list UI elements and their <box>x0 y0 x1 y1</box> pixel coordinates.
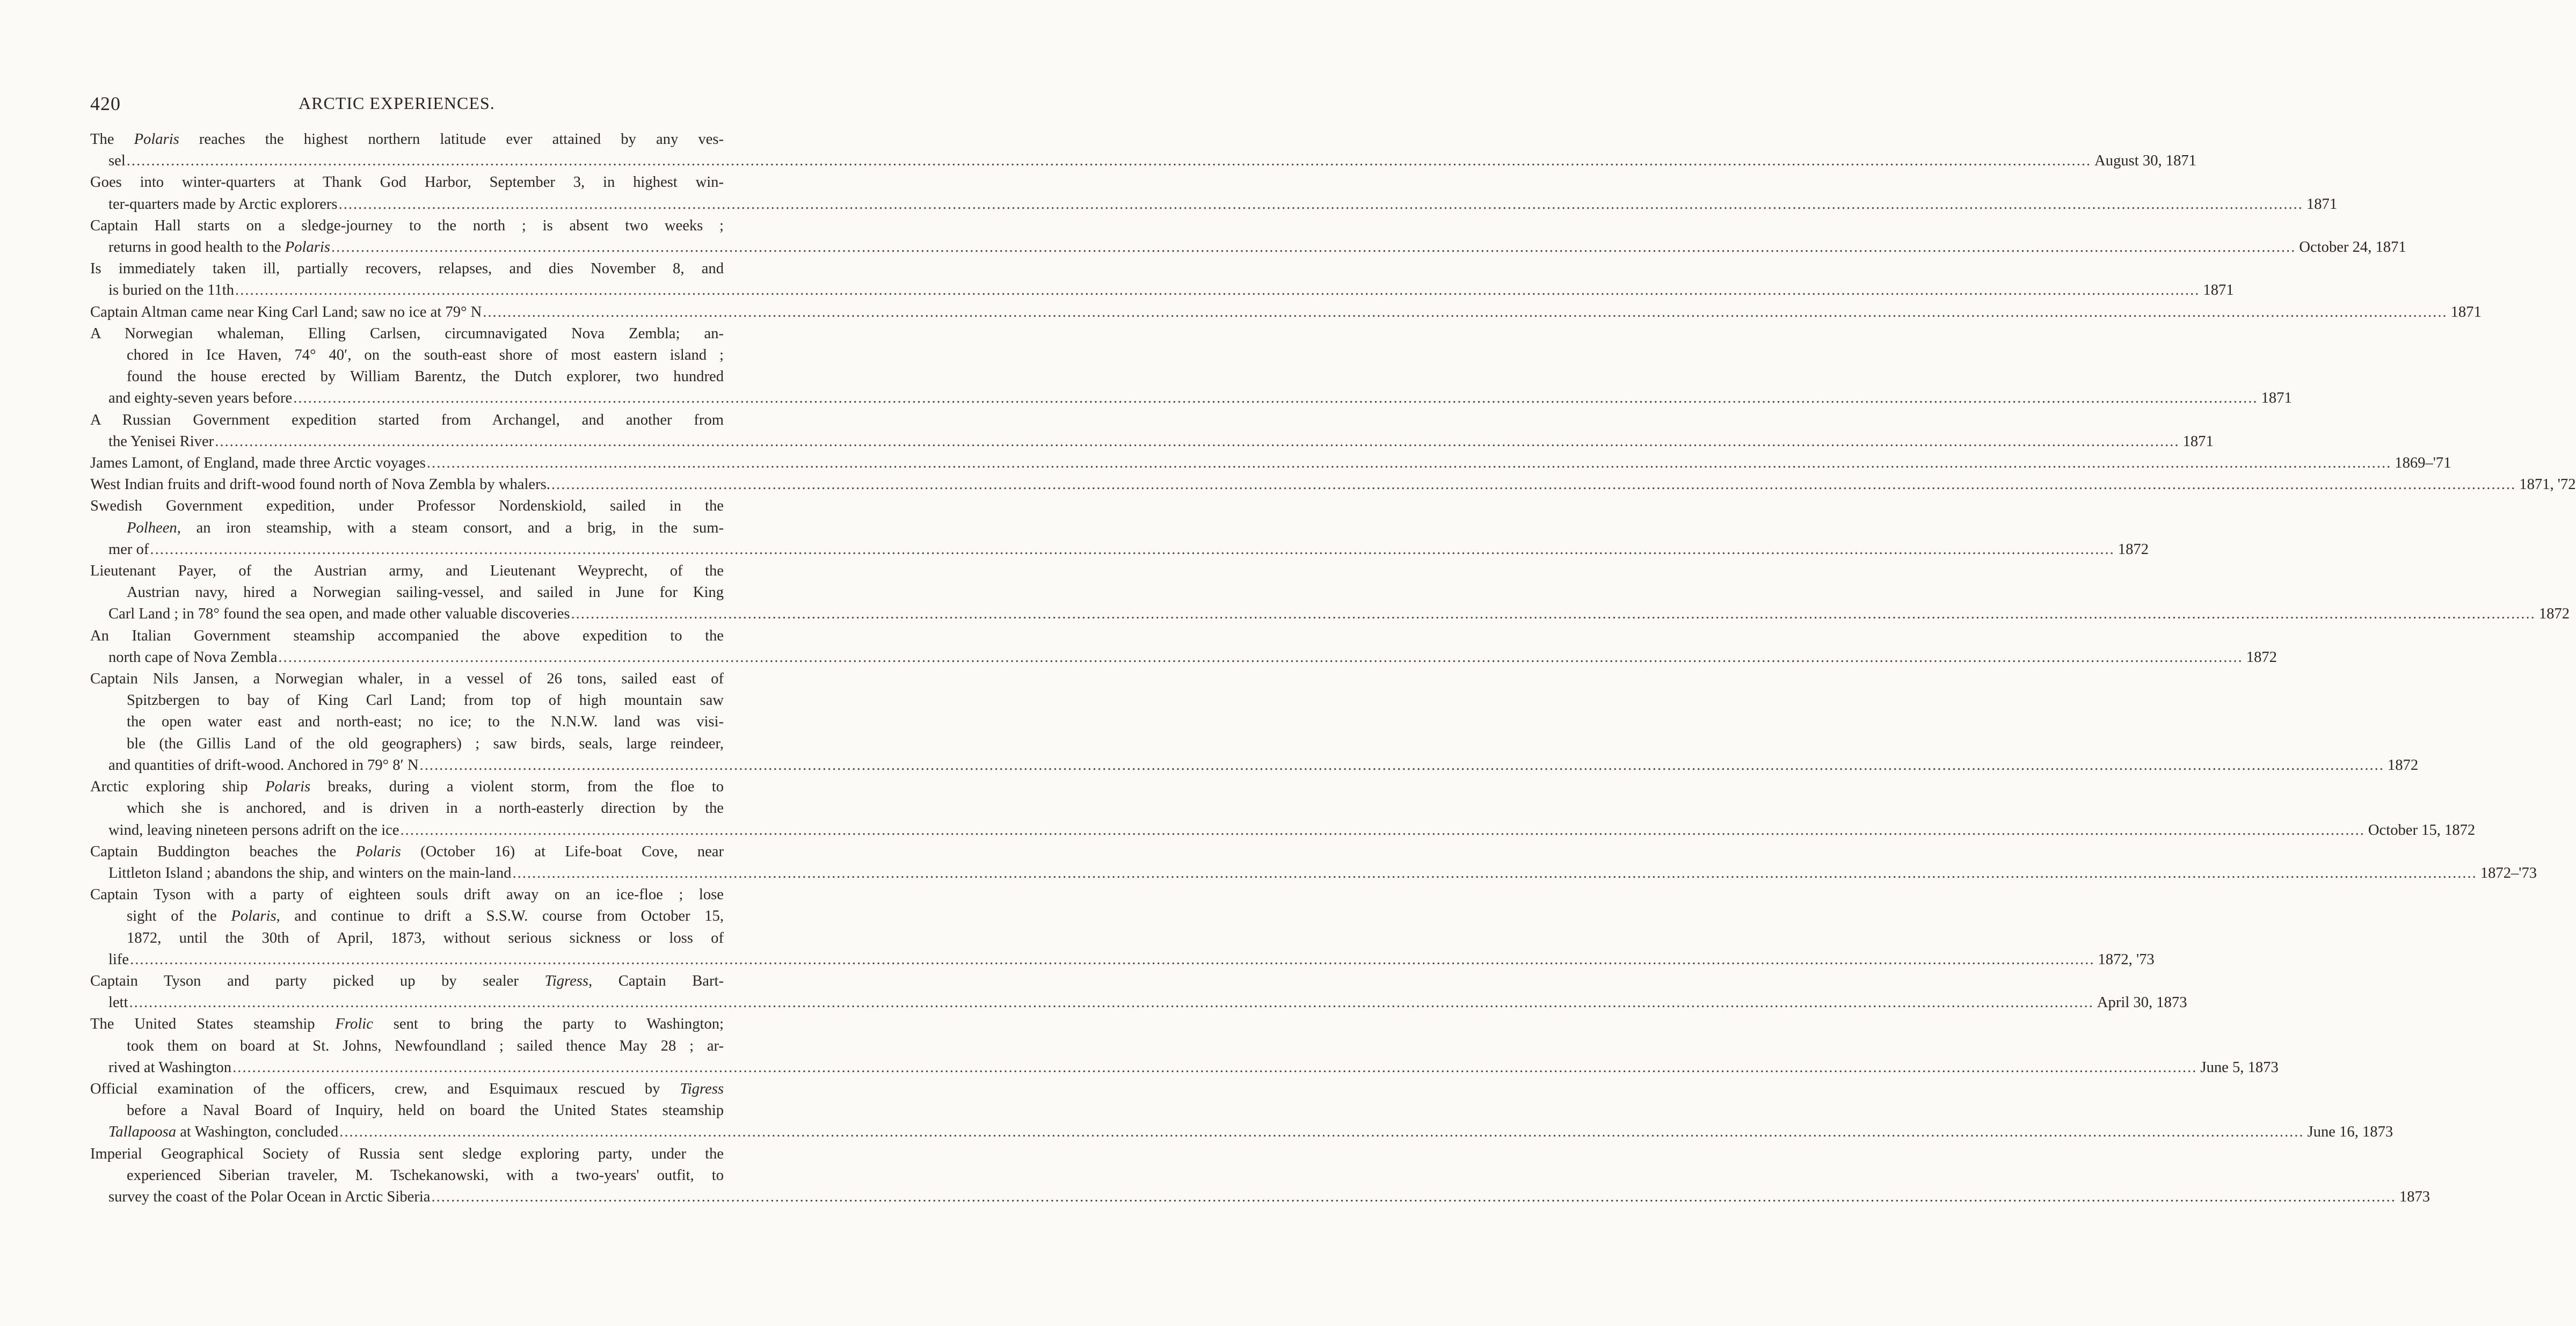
entry-final-line <box>108 150 2196 172</box>
dot-leader: ................................................................................................................................................................................................................................................................................................................................................................................................................ <box>130 951 2095 968</box>
entry-text: Tallapoosa at Washington, concluded <box>108 1124 339 1141</box>
entry-date: October 24, 1871 <box>2299 239 2406 256</box>
dot-leader: ................................................................................................................................................................................................................................................................................................................................................................................................................ <box>426 455 2392 472</box>
entry-text-line: found the house erected by William Barentz, the Dutch explorer, two hundred <box>127 368 724 385</box>
entry-text-line: Arctic exploring ship Polaris breaks, during a violent storm, from the floe to <box>90 778 724 796</box>
chronology-entry <box>90 668 2419 776</box>
chronology-entry <box>90 172 2338 215</box>
chronology-entry <box>90 560 2570 625</box>
page-header <box>90 92 724 118</box>
entry-final-line <box>108 949 2155 971</box>
dot-leader: ................................................................................................................................................................................................................................................................................................................................................................................................................ <box>571 606 2536 623</box>
entry-final-line <box>108 431 2214 453</box>
dot-leader: ................................................................................................................................................................................................................................................................................................................................................................................................................ <box>126 152 2092 170</box>
dot-leader: ................................................................................................................................................................................................................................................................................................................................................................................................................ <box>235 282 2200 299</box>
entry-text: Carl Land ; in 78° found the sea open, and made other valuable discoveries <box>108 606 570 623</box>
entry-text: Captain Altman came near King Carl Land; saw no ice at 79° N <box>90 303 482 320</box>
entry-final-line <box>108 647 2277 668</box>
chronology-entry <box>90 323 2292 410</box>
entry-text: Littleton Island ; abandons the ship, and winters on the main-land <box>108 864 512 881</box>
entry-text-line: A Norwegian whaleman, Elling Carlsen, circumnavigated Nova Zembla; an- <box>90 325 724 342</box>
entry-date: 1872 <box>2387 756 2419 774</box>
entry-date: June 5, 1873 <box>2200 1059 2279 1076</box>
entry-text-line: sight of the Polaris, and continue to drift a S.S.W. course from October 15, <box>127 908 724 925</box>
entry-text-line: Spitzbergen to bay of King Carl Land; from top of high mountain saw <box>127 692 724 709</box>
page-number: 420 <box>90 93 121 114</box>
entry-text: returns in good health to the Polaris <box>108 239 330 256</box>
entry-final-line <box>90 474 2576 496</box>
entry-text-line: chored in Ice Haven, 74° 40′, on the south-east shore of most eastern island ; <box>127 347 724 364</box>
dot-leader: ................................................................................................................................................................................................................................................................................................................................................................................................................ <box>512 864 2477 881</box>
chronology-entry <box>90 258 2234 301</box>
entry-final-line <box>108 1121 2393 1143</box>
dot-leader: ................................................................................................................................................................................................................................................................................................................................................................................................................ <box>339 1124 2304 1141</box>
entry-final-line <box>108 992 2187 1014</box>
entry-final-line <box>108 388 2292 409</box>
dot-leader: ................................................................................................................................................................................................................................................................................................................................................................................................................ <box>150 541 2115 558</box>
entry-final-line <box>108 237 2406 258</box>
entry-text-line: the open water east and north-east; no ice; to the N.N.W. land was visi- <box>127 713 724 731</box>
entry-text-line: ble (the Gillis Land of the old geographers) ; saw birds, seals, large reindeer, <box>127 735 724 752</box>
entry-text: is buried on the 11th <box>108 282 235 299</box>
chronology-entry <box>90 410 2214 453</box>
entry-text-line: before a Naval Board of Inquiry, held on board the United States steamship <box>127 1102 724 1119</box>
entry-date: 1872, '73 <box>2098 951 2155 968</box>
chronology-entry <box>90 625 2277 668</box>
dot-leader: ................................................................................................................................................................................................................................................................................................................................................................................................................ <box>400 821 2365 839</box>
chronology-entry <box>90 453 2451 474</box>
dot-leader: ................................................................................................................................................................................................................................................................................................................................................................................................................ <box>331 239 2296 256</box>
entry-text-line: An Italian Government steamship accompanied the above expedition to the <box>90 627 724 644</box>
chronology-list <box>90 129 2576 1208</box>
entry-date: 1869–'71 <box>2395 455 2451 472</box>
entry-date: 1872–'73 <box>2480 864 2537 881</box>
entry-text: ter-quarters made by Arctic explorers <box>108 195 338 213</box>
entry-text-line: Swedish Government expedition, under Professor Nordenskiold, sailed in the <box>90 498 724 515</box>
dot-leader: ................................................................................................................................................................................................................................................................................................................................................................................................................ <box>129 994 2094 1011</box>
entry-text-line: which she is anchored, and is driven in a north-easterly direction by the <box>127 800 724 817</box>
dot-leader: ................................................................................................................................................................................................................................................................................................................................................................................................................ <box>483 303 2448 320</box>
entry-date: 1871 <box>2450 303 2482 320</box>
entry-text-line: Polheen, an iron steamship, with a steam consort, and a brig, in the sum- <box>127 519 724 536</box>
chronology-entry <box>90 1079 2393 1143</box>
chronology-entry <box>90 474 2576 496</box>
entry-date: August 30, 1871 <box>2094 152 2196 170</box>
running-head: ARCTIC EXPERIENCES. <box>299 93 495 113</box>
entry-date: 1871 <box>2306 195 2338 213</box>
entry-date: October 15, 1872 <box>2368 821 2476 839</box>
entry-date: 1872 <box>2246 649 2277 666</box>
entry-date: 1873 <box>2399 1188 2431 1205</box>
entry-final-line <box>108 603 2570 625</box>
chronology-entry <box>90 884 2155 971</box>
entry-text-line: Austrian navy, hired a Norwegian sailing-vessel, and sailed in June for King <box>127 584 724 601</box>
chronology-entry <box>90 302 2482 323</box>
entry-text: James Lamont, of England, made three Arctic voyages <box>90 455 426 472</box>
entry-final-line <box>90 302 2482 323</box>
chronology-entry <box>90 1143 2431 1208</box>
dot-leader: ................................................................................................................................................................................................................................................................................................................................................................................................................ <box>293 390 2258 407</box>
dot-leader: ................................................................................................................................................................................................................................................................................................................................................................................................................ <box>232 1059 2197 1076</box>
entry-date: 1871, '72 <box>2519 476 2576 493</box>
dot-leader: ................................................................................................................................................................................................................................................................................................................................................................................................................ <box>431 1188 2396 1205</box>
dot-leader: ................................................................................................................................................................................................................................................................................................................................................................................................................ <box>278 649 2243 666</box>
entry-final-line <box>108 280 2234 301</box>
entry-text-line: Captain Tyson with a party of eighteen souls drift away on an ice-floe ; lose <box>90 886 724 904</box>
entry-text-line: Captain Buddington beaches the Polaris (October 16) at Life-boat Cove, near <box>90 843 724 860</box>
entry-text-line: Captain Tyson and party picked up by sealer Tigress, Captain Bart- <box>90 972 724 989</box>
chronology-entry <box>90 129 2196 172</box>
entry-final-line <box>108 1057 2279 1079</box>
entry-text: West Indian fruits and drift-wood found north of Nova Zembla by whalers. <box>90 476 550 493</box>
entry-date: 1872 <box>2117 541 2149 558</box>
entry-text-line: Imperial Geographical Society of Russia sent sledge exploring party, under the <box>90 1145 724 1162</box>
entry-text-line: Lieutenant Payer, of the Austrian army, and Lieutenant Weyprecht, of the <box>90 563 724 580</box>
entry-text: mer of <box>108 541 149 558</box>
dot-leader: ................................................................................................................................................................................................................................................................................................................................................................................................................ <box>338 195 2303 213</box>
entry-text-line: Is immediately taken ill, partially recovers, relapses, and dies November 8, and <box>90 260 724 278</box>
entry-text: lett <box>108 994 128 1011</box>
dot-leader: ................................................................................................................................................................................................................................................................................................................................................................................................................ <box>419 756 2384 774</box>
entry-text: the Yenisei River <box>108 433 214 450</box>
entry-text: north cape of Nova Zembla <box>108 649 278 666</box>
entry-date: 1871 <box>2261 390 2292 407</box>
entry-final-line <box>108 194 2338 215</box>
entry-text-line: took them on board at St. Johns, Newfoundland ; sailed thence May 28 ; ar- <box>127 1037 724 1054</box>
chronology-entry <box>90 496 2149 560</box>
entry-final-line <box>108 539 2149 560</box>
entry-final-line <box>90 453 2451 474</box>
dot-leader: ................................................................................................................................................................................................................................................................................................................................................................................................................ <box>215 433 2180 450</box>
dot-leader: ................................................................................................................................................................................................................................................................................................................................................................................................................ <box>551 476 2516 493</box>
entry-text: rived at Washington <box>108 1059 232 1076</box>
entry-text-line: Captain Nils Jansen, a Norwegian whaler, in a vessel of 26 tons, sailed east of <box>90 671 724 688</box>
entry-date: April 30, 1873 <box>2097 994 2187 1011</box>
entry-text-line: The Polaris reaches the highest northern latitude ever attained by any ves- <box>90 131 724 148</box>
entry-text: life <box>108 951 129 968</box>
entry-text-line: The United States steamship Frolic sent to bring the party to Washington; <box>90 1016 724 1033</box>
entry-text: wind, leaving nineteen persons adrift on the ice <box>108 821 399 839</box>
entry-text-line: A Russian Government expedition started from Archangel, and another from <box>90 411 724 428</box>
entry-text: and eighty-seven years before <box>108 390 293 407</box>
entry-date: 1872 <box>2538 606 2570 623</box>
entry-text: and quantities of drift-wood. Anchored in 79° 8′ N <box>108 756 419 774</box>
chronology-entry <box>90 841 2537 884</box>
entry-date: June 16, 1873 <box>2307 1124 2393 1141</box>
chronology-entry <box>90 215 2406 258</box>
entry-text-line: Official examination of the officers, crew, and Esquimaux rescued by Tigress <box>90 1080 724 1097</box>
entry-text-line: Goes into winter-quarters at Thank God Harbor, September 3, in highest win- <box>90 174 724 191</box>
entry-final-line <box>108 820 2476 841</box>
chronology-entry <box>90 1014 2279 1079</box>
entry-date: 1871 <box>2203 282 2234 299</box>
entry-text-line: 1872, until the 30th of April, 1873, without serious sickness or loss of <box>127 929 724 946</box>
entry-text-line: experienced Siberian traveler, M. Tschekanowski, with a two-years' outfit, to <box>127 1167 724 1184</box>
entry-text: survey the coast of the Polar Ocean in Arctic Siberia <box>108 1188 431 1205</box>
chronology-entry <box>90 776 2476 841</box>
entry-final-line <box>108 863 2537 884</box>
entry-text-line: Captain Hall starts on a sledge-journey to the north ; is absent two weeks ; <box>90 217 724 234</box>
entry-final-line <box>108 1186 2431 1208</box>
chronology-entry <box>90 971 2187 1014</box>
entry-text: sel <box>108 152 126 170</box>
entry-date: 1871 <box>2182 433 2214 450</box>
entry-final-line <box>108 755 2419 776</box>
